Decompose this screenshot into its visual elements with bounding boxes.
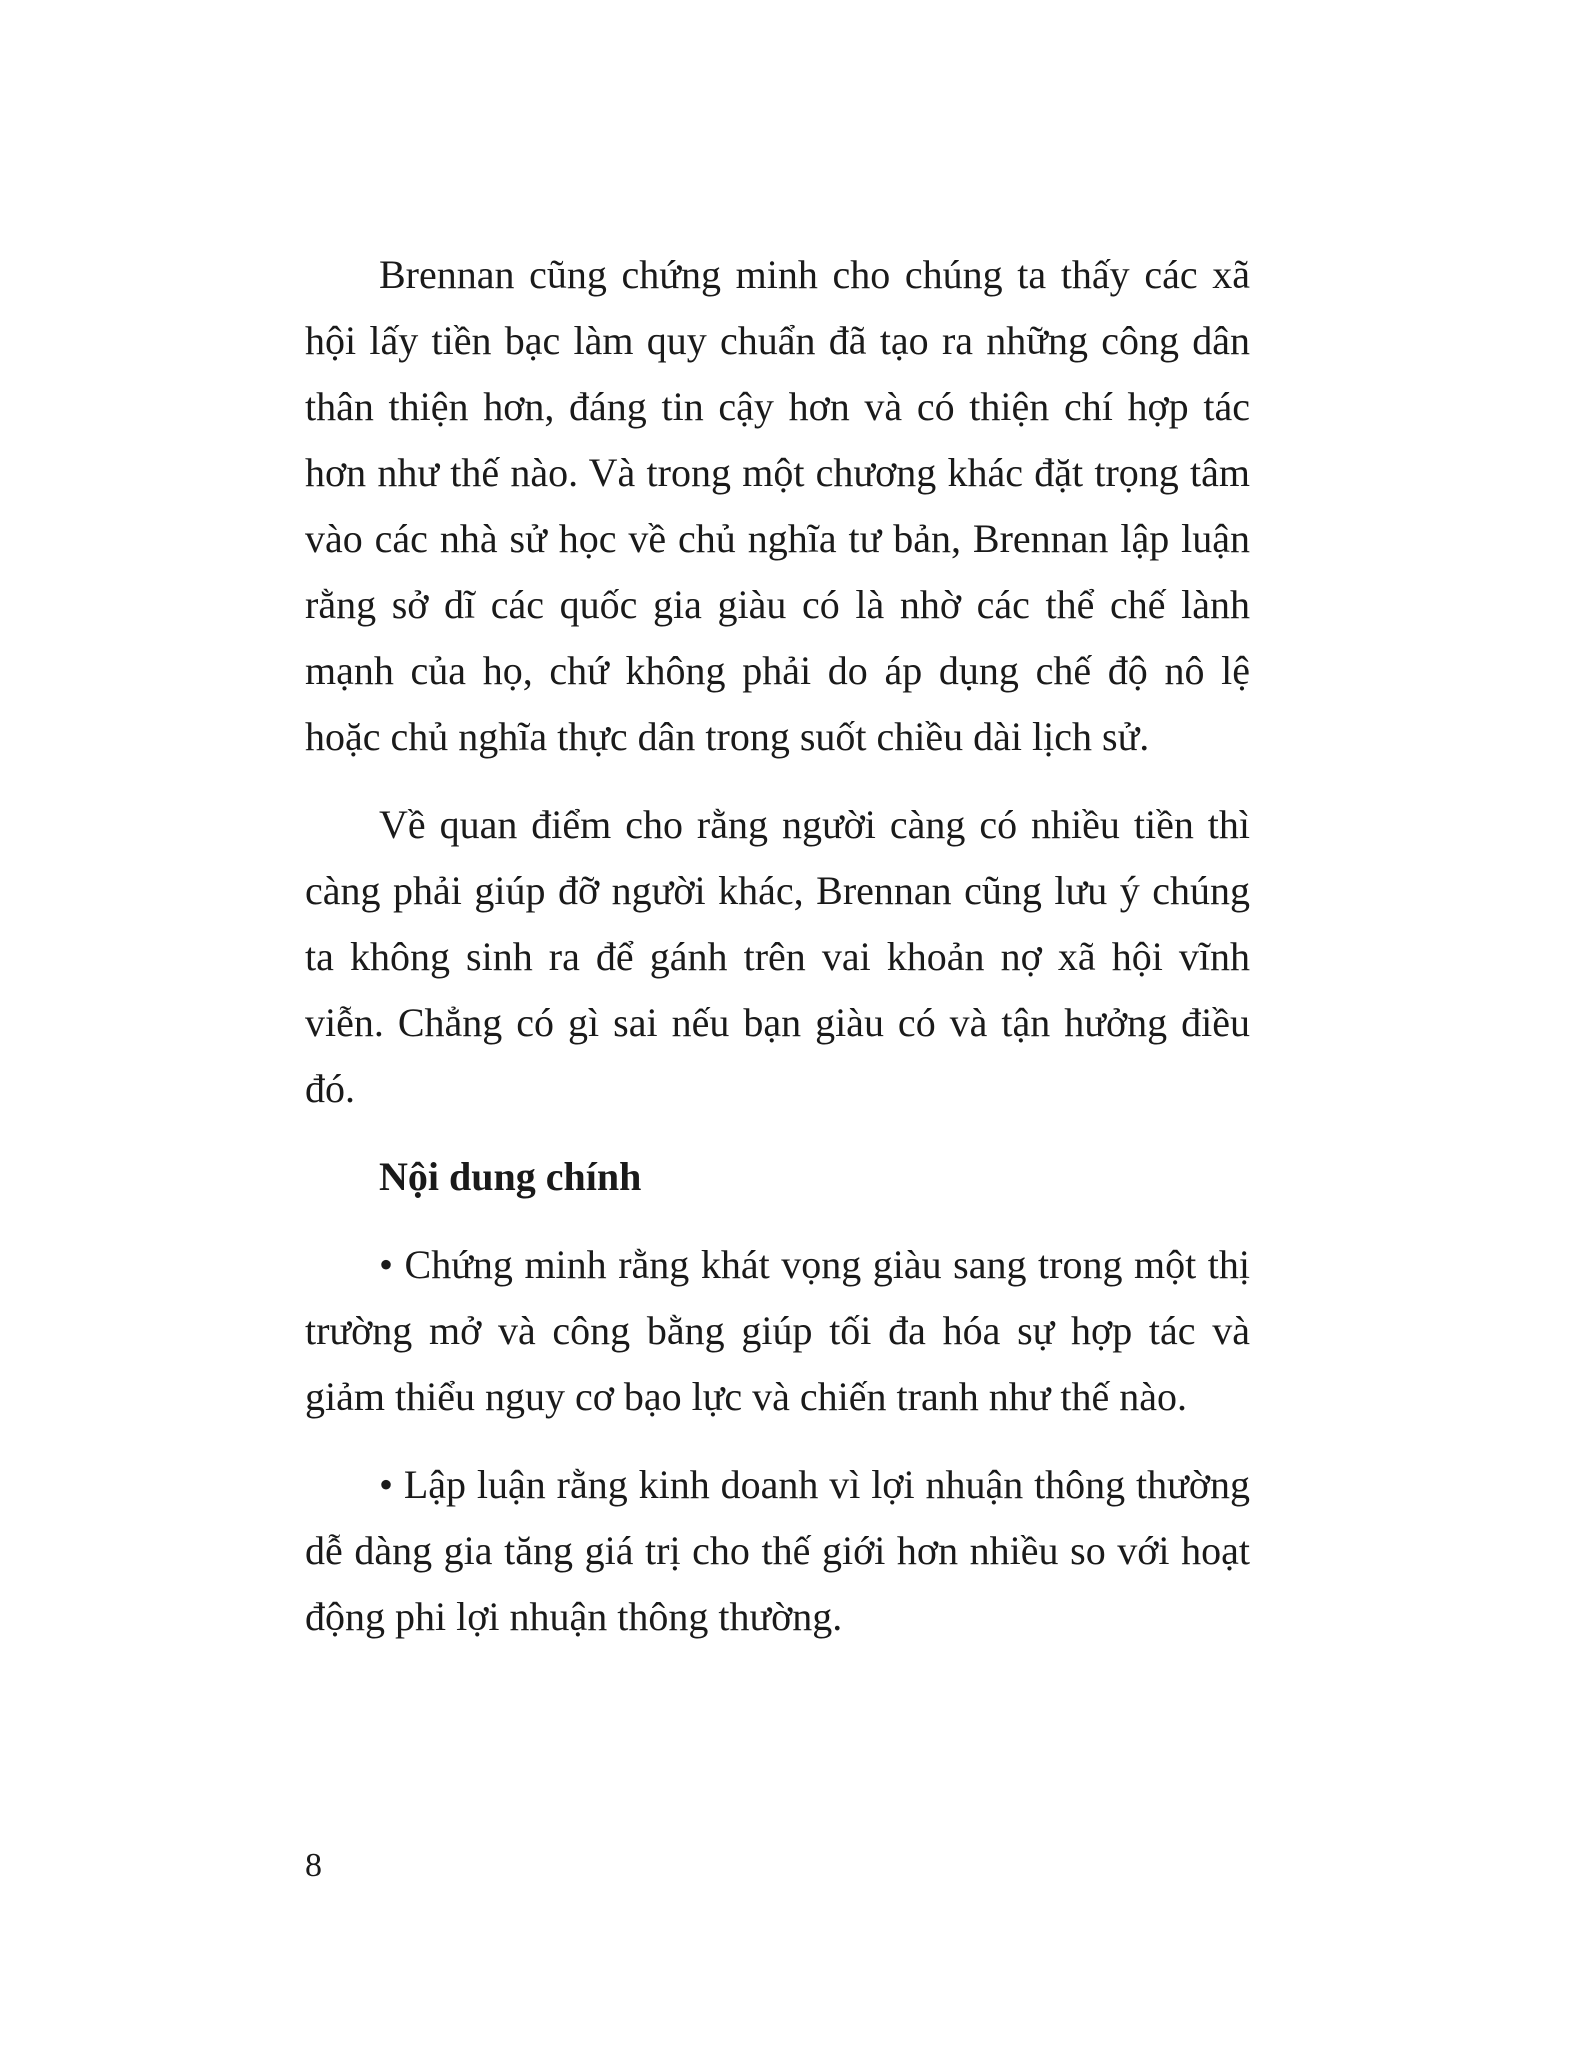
paragraph-1: Brennan cũng chứng minh cho chúng ta thấy các xã hội lấy tiền bạc làm quy chuẩn đã tạo ra những công dân thân thiện hơn, đáng tin cậy hơn và có thiện chí hợp tác hơn như thế nào. Và trong một chương khác đặt trọng tâm vào các nhà sử học về chủ nghĩa tư bản, Brennan lập luận rằng sở dĩ các quốc gia giàu có là nhờ các thể chế lành mạnh của họ, chứ không phải do áp dụng chế độ nô lệ hoặc chủ nghĩa thực dân trong suốt chiều dài lịch sử. xyxy=(305,252,1250,759)
section-heading: Nội dung chính xyxy=(379,1154,642,1199)
bullet-item-2: • Lập luận rằng kinh doanh vì lợi nhuận thông thường dễ dàng gia tăng giá trị cho thế giới hơn nhiều so với hoạt động phi lợi nhuận thông thường. xyxy=(305,1462,1250,1639)
paragraph-2: Về quan điểm cho rằng người càng có nhiều tiền thì càng phải giúp đỡ người khác, Brennan cũng lưu ý chúng ta không sinh ra để gánh trên vai khoản nợ xã hội vĩnh viễn. Chẳng có gì sai nếu bạn giàu có và tận hưởng điều đó. xyxy=(305,802,1250,1111)
page-body xyxy=(305,242,1250,1672)
page-number: 8 xyxy=(305,1847,322,1884)
bullet-item-1: • Chứng minh rằng khát vọng giàu sang trong một thị trường mở và công bằng giúp tối đa hóa sự hợp tác và giảm thiểu nguy cơ bạo lực và chiến tranh như thế nào. xyxy=(305,1242,1250,1419)
